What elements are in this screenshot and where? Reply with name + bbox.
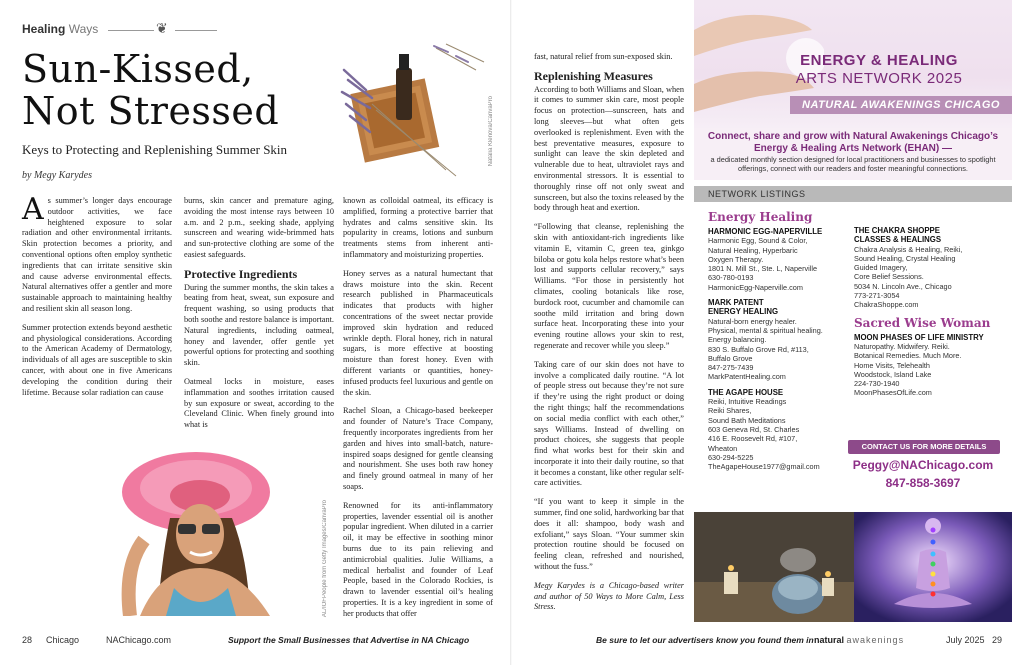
ehan-advertisement (694, 0, 1012, 622)
section-rule (108, 30, 154, 31)
article-subtitle: Keys to Protecting and Replenishing Summer Skin (22, 142, 288, 157)
spa-candles-photo (694, 512, 854, 622)
listings-column-right: THE CHAKRA SHOPPE CLASSES & HEALINGS Chakra Analysis & Healing, Reiki, Sound Healing, Crystal Healing Guided Imagery, Core Belief Sessions. 5034 N. Lincoln Ave., Chicago 773-271-3054 ChakraShoppe.com Sacred Wise Woman MOON PHASES OF LIFE MINISTRY Naturopathy. Midwifery. Reiki. Botanical Remedies. Much More. Home Visits, Telehealth Woodstock, Island Lake 224-730-1940 MoonPhasesOfLife.com (854, 226, 1010, 398)
issue-date: July 2025 (946, 635, 985, 645)
footer-tagline: Be sure to let our advertisers know you found them in (596, 635, 814, 645)
woman-sun-hat-photo (100, 448, 320, 616)
subheading: Protective Ingredients (184, 266, 298, 281)
section-label: Healing Ways (22, 22, 99, 36)
footer-tagline: Support the Small Businesses that Advertise in NA Chicago (228, 635, 470, 645)
photo-credit: AL/IOFPeople from Getty Images/CanvaPro (322, 500, 328, 618)
ad-title-line2: ARTS NETWORK 2025 (795, 70, 963, 87)
article-column-4: fast, natural relief from sun-exposed skin. Replenishing Measures According to both Williams and Sloan, when it comes to summer skin care, most people focus on protection—sunscreen, hats and long sleeves—but what often gets overlooked is replenishment. Even with the best preventative measures, exposure to sunlight can leave the skin depleted and vulnerable due to heat, ultraviolet rays and environmental stressors. It is essential to thoroughly rinse off not only sweat and sunscreen, but also the toxins released by the body through heat and exertion. “Following that cleanse, replenishing the skin with antioxidant-rich ingredients like vitamin E, vitamin C, green tea, ginkgo biloba or gotu kola helps restore what’s been lost and supports cellular recovery,” says Williams. “For those in persistently hot climates, cooling botanicals like rose, burdock root, cucumber and chamomile can soothe mild irritation and bring down surface heat. Incorporating these into your evening routine allows your skin to rest, regenerate and recover while you sleep.” Taking care of our skin does not have to involve a complicated daily routine. “A lot of people stress out because they’re not sure if they’re using the right product or doing the right things; half the recommendations on social media conflict with each other,” says Williams. Instead of dwelling on product choices, she suggests that people find what works best for their skin and incorporate it into their daily routine, so that it becomes a constant, like other regular self-care activities. “If you want to keep it simple in the summer, find one solid, hardworking bar that does it all: shampoo, body wash and exfoliant,” says Sloan. “Your summer skin protection routine should be focused on feeling clean, refreshed and nourished, without the fuss.” Megy Karydes is a Chicago-based writer and author of 50 Ways to More Calm, Less Stress. (534, 52, 684, 612)
ad-title-line1: ENERGY & HEALING (800, 52, 958, 69)
page-number: 28 (22, 635, 33, 645)
byline: by Megy Karydes (22, 170, 92, 181)
listing-category: Energy Healing (708, 210, 813, 224)
right-page (512, 0, 1024, 665)
ad-connect-blurb: Connect, share and grow with Natural Awakenings Chicago’s Energy & Healing Arts Network (EHAN) — a dedicated monthly section designed for local practitioners and businesses to spotlight offerings, connect with our readers and foster meaningful connections. (694, 128, 1012, 180)
page-number: 29 (992, 635, 1003, 645)
ad-band: NATURAL AWAKENINGS CHICAGO (790, 96, 1012, 114)
article-column-3: known as colloidal oatmeal, its efficacy is amplified, forming a protective barrier that hydrates and calms sensitive skin. Its popularity in creams, lotions and sunburn treatments stems from inherent anti-inflammatory and moisturizing properties. Honey serves as a natural humectant that draws moisture into the skin. Recent research published in Pharmaceuticals indicates that products with higher concentrations of the sweet nectar provide improved skin hydration and reduced wrinkle depth. Floral honey, rich in natural sugars, is more effective at boosting moisture than forest honey. Even with different variants or quantities, honey-infused products feel luxurious and gentle on the skin. Rachel Sloan, a Chicago-based beekeeper and founder of Nature’s Trace Company, frequently incorporates ingredients from her garden and hives into small-batch, nature-inspired soaps designed for gentle cleansing and nourishment. She uses both raw honey and finely ground oatmeal in many of her soaps. Renowned for its anti-inflammatory properties, lavender essential oil is another popular ingredient. When diluted in a carrier oil, it may be effective in soothing minor burns due to its pain relieving and antimicrobial qualities. Julie Williams, a medical herbalist and founder of Leaf People, based in the Colorado Rockies, is drawn to lavender essential oil’s healing properties. It is a key ingredient in some of her products that offer (343, 196, 493, 618)
article-column-1: As summer’s longer days encourage outdoor activities, we face heightened exposure to solar radiation and other environmental irritants. Skin protection becomes a priority, and conventional options often employ synthetic ingredients that can irritate sensitive skin and cause adverse environmental effects. Natural alternatives offer a gentler and more sustainable approach to maintaining healthy and resilient skin all season long. Summer protection extends beyond aesthetic and physiological considerations. According to the American Academy of Dermatology, individuals of all ages are susceptible to skin cancer, with about one in five Americans developing the condition during their lifetime. Because solar radiation can cause (22, 192, 172, 397)
contact-details-banner: CONTACT US FOR MORE DETAILS (848, 440, 1000, 454)
lavender-oil-photo (336, 40, 486, 180)
author-bio: Megy Karydes is a Chicago-based writer and author of 50 Ways to More Calm, Less Stress. (534, 580, 684, 612)
footer-city: Chicago (46, 635, 80, 645)
article-column-2: burns, skin cancer and premature aging, avoiding the most intense rays between 10 a.m. and 2 p.m., seeking shade, applying sunscreen and wearing wide-brimmed hats and sun-protective clothing are some of the easiest safeguards. Protective Ingredients During the summer months, the skin takes a beating from heat, sweat, sun exposure and frequent washing, so using products that both soothe and restore balance is important. Natural ingredients, including oatmeal, honey and lavender, offer gentle yet powerful options for protecting and soothing skin. Oatmeal locks in moisture, eases inflammation and soothes irritation caused by sun exposure or sweat, according to the Cleveland Clinic. When finely ground into what is (184, 196, 334, 430)
section-rule (175, 30, 217, 31)
meditation-chakra-photo (854, 512, 1012, 622)
brand-logo: natural awakenings (814, 635, 905, 645)
subheading: Replenishing Measures (534, 68, 653, 83)
drop-cap: A (22, 192, 44, 227)
footer-site: NAChicago.com (106, 635, 172, 645)
photo-credit: Natalia Klenova/CanvaPro (488, 96, 494, 167)
contact-phone: 847-858-3697 (885, 476, 961, 490)
ad-header (694, 0, 1012, 128)
listings-column-left: Energy Healing HARMONIC EGG-NAPERVILLE Harmonic Egg, Sound & Color, Natural Healing, Hyperbaric Oxygen Therapy. 1801 N. Mill St., Ste. L, Naperville 630-780-0193 HarmonicEgg-Naperville.com MARK PATENT ENERGY HEALING Natural-born energy healer. Physical, mental & spiritual healing. Energy balancing. 830 S. Buffalo Grove Rd, #113, Buffalo Grove 847-275-7439 MarkPatentHealing.com THE AGAPE HOUSE Reiki, Intuitive Readings Reiki Shares, Sound Bath Meditations 603 Geneva Rd, St. Charles 416 E. Roosevelt Rd, #107, Wheaton 630-294-5225 TheAgapeHouse1977@gmail.com (708, 210, 856, 471)
article-title: Sun-Kissed, Not Stressed (22, 47, 280, 133)
herb-ornament-icon: ❦ (156, 22, 168, 37)
listing-category: Sacred Wise Woman (854, 315, 991, 330)
contact-email: Peggy@NAChicago.com (852, 458, 994, 472)
network-listings-header: NETWORK LISTINGS (694, 186, 1012, 202)
